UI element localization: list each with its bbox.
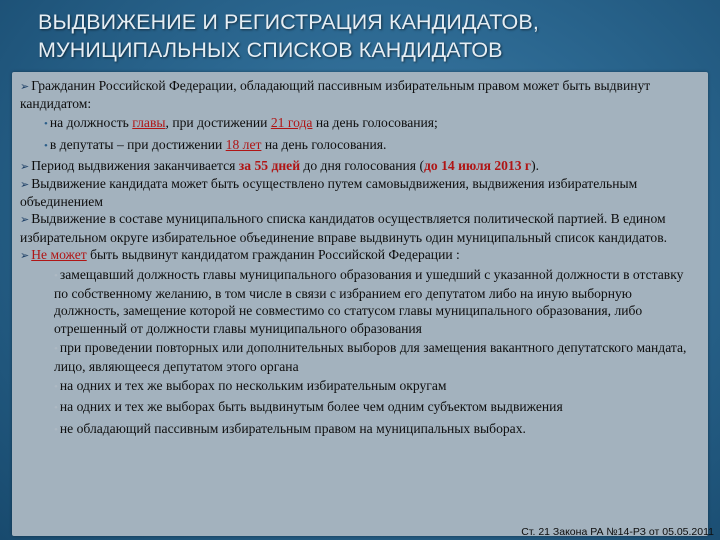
arrow-bullet-icon: ➢: [20, 80, 30, 93]
dot-bullet-icon: •: [54, 402, 58, 415]
dot-bullet-icon: •: [54, 381, 58, 394]
slide-title: [38, 8, 698, 64]
restriction-item: • не обладающий пассивным избирательным правом на муниципальных выборах.: [54, 420, 526, 436]
highlight-cannot: Не может: [31, 246, 87, 262]
dot-bullet-icon: •: [54, 423, 58, 436]
highlight-age-21: 21 года: [270, 115, 313, 131]
restriction-item: • на одних и тех же выборах быть выдвинутым более чем одним субъектом выдвижения: [54, 399, 563, 415]
arrow-bullet-icon: ➢: [20, 213, 30, 227]
highlight-age-18: 18 лет: [225, 136, 262, 152]
restriction-item: • замещавший должность главы муниципального образования и ушедший с указанной должности в отставку по собственному желанию, в том числе в связи с избранием его депутатом либо на иную выборную должность, замещение которой не совместимо со статусом главы муниципального образования, либо отрешенный от должности главы муниципального образования: [54, 267, 684, 336]
sub-item-deputies: • в депутаты – при достижении 18 лет на день голосования.: [44, 136, 387, 152]
arrow-bullet-icon: ➢: [20, 248, 30, 262]
dot-bullet-icon: •: [44, 118, 48, 131]
paragraph-party-list: ➢ Выдвижение в составе муниципального списка кандидатов осуществляется политической партией. В едином избирательном округе избирательное объединение вправе выдвинуть один муниципальный список кандидатов.: [20, 211, 668, 245]
restriction-item: • при проведении повторных или дополнительных выборов для замещения вакантного депутатского мандата, лицо, являющееся депутатом этого органа: [54, 339, 687, 375]
dot-bullet-icon: •: [44, 139, 48, 152]
paragraph-period: ➢ Период выдвижения заканчивается за 55 дней до дня голосования (до 14 июля 2013 г).: [20, 157, 540, 173]
title-line-2: МУНИЦИПАЛЬНЫХ СПИСКОВ КАНДИДАТОВ: [38, 38, 503, 62]
dot-bullet-icon: •: [54, 270, 58, 283]
paragraph-restrictions: ➢ Не может быть выдвинут кандидатом гражданин Российской Федерации :: [20, 246, 460, 262]
arrow-bullet-icon: ➢: [20, 178, 30, 192]
sub-item-head: • на должность главы, при достижении 21 года на день голосования;: [44, 115, 438, 131]
arrow-bullet-icon: ➢: [20, 159, 30, 173]
highlight-head: главы: [132, 115, 166, 131]
highlight-deadline-date: до 14 июля 2013 г: [424, 157, 532, 173]
highlight-55-days: за 55 дней: [238, 157, 301, 173]
paragraph-eligibility: ➢ Гражданин Российской Федерации, обладающий пассивным избирательным правом может быть выдвинут кандидатом:: [20, 78, 651, 112]
content-body: [20, 77, 700, 441]
law-reference: Ст. 21 Закона РА №14-РЗ от 05.05.2011: [521, 526, 714, 538]
dot-bullet-icon: •: [54, 342, 58, 355]
paragraph-nomination: ➢ Выдвижение кандидата может быть осуществлено путем самовыдвижения, выдвижения избирательным объединением: [20, 176, 638, 210]
title-line-1: ВЫДВИЖЕНИЕ И РЕГИСТРАЦИЯ КАНДИДАТОВ,: [38, 10, 539, 34]
restriction-item: • на одних и тех же выборах по нескольким избирательным округам: [54, 378, 447, 394]
